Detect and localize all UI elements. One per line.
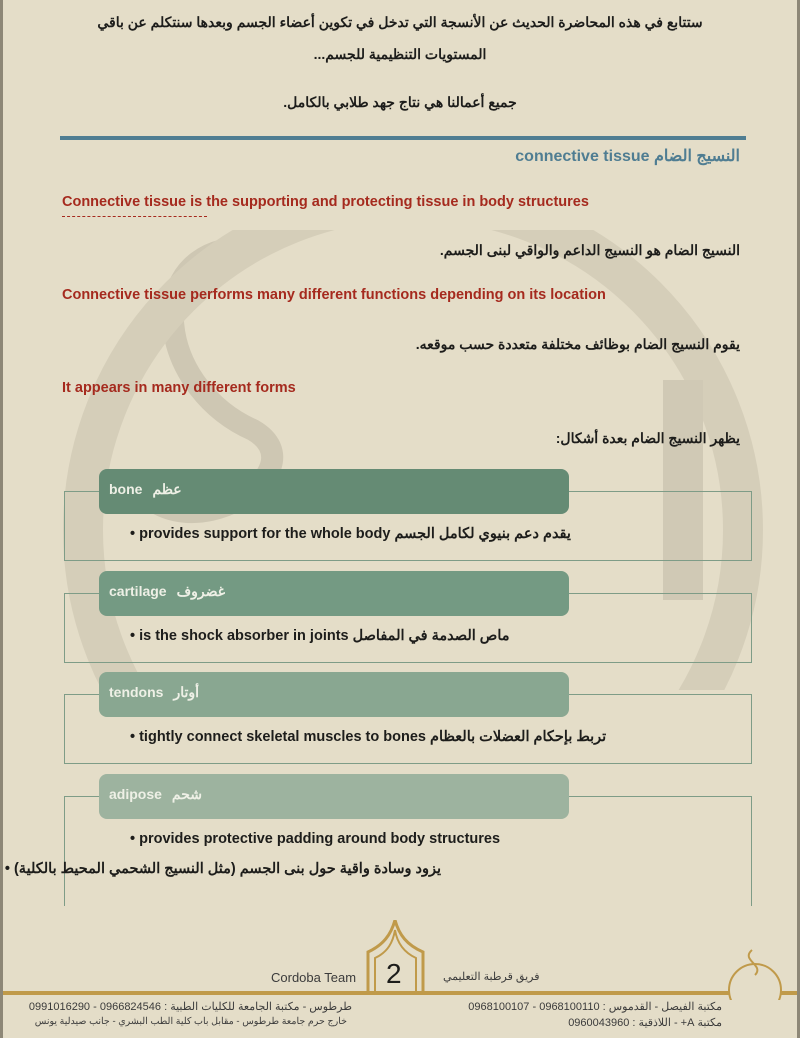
intro-line-2: المستويات التنظيمية للجسم... <box>313 46 487 62</box>
bone-item: • provides support for the whole body يقدم دعم بنيوي لكامل الجسم <box>130 526 571 542</box>
footer-right-line-2: مكتبة A+ - اللاذقية : 0960043960 <box>568 1017 722 1029</box>
header-ar: أوتار <box>173 684 200 700</box>
paragraph-ar-2: يقوم النسيج الضام بوظائف مختلفة متعددة حسب موقعه. <box>415 336 740 352</box>
header-en: cartilage <box>109 583 167 599</box>
underline <box>62 216 207 217</box>
card-header-adipose <box>99 774 569 819</box>
header-ar: شحم <box>171 786 202 802</box>
footer-left-line-2: خارج حرم جامعة طرطوس - مقابل باب كلية الطب البشري - جانب صيدلية يونس <box>34 1016 347 1027</box>
team-name-en: Cordoba Team <box>271 970 357 985</box>
card-header-cartilage <box>99 571 569 616</box>
section-title: النسيج الضام connective tissue <box>515 148 740 165</box>
footer-right-line-1: مكتبة الفيصل - القدموس : 0968100110 - 0968100107 <box>468 1001 722 1013</box>
paragraph-ar-1: النسيج الضام هو النسيج الداعم والواقي لبنى الجسم. <box>439 242 740 258</box>
tendons-item: • tightly connect skeletal muscles to bones تربط بإحكام العضلات بالعظام <box>130 729 607 745</box>
cartilage-item: • is the shock absorber in joints ماص الصدمة في المفاصل <box>130 628 510 644</box>
paragraph-en-2: Connective tissue performs many different functions depending on its location <box>62 287 606 303</box>
header-en: adipose <box>109 786 162 802</box>
adipose-item-ar: يزود وسادة واقية حول بنى الجسم (مثل النسيج الشحمي المحيط بالكلية) • <box>4 861 441 877</box>
section-divider <box>60 136 746 140</box>
header-ar: غضروف <box>176 583 226 599</box>
footer-left-line-1: طرطوس - مكتبة الجامعة للكليات الطبية : 0966824546 - 0991016290 <box>28 1001 352 1013</box>
paragraph-ar-3: يظهر النسيج الضام بعدة أشكال: <box>555 430 740 446</box>
paragraph-en-1: Connective tissue is the supporting and protecting tissue in body structures <box>62 194 589 210</box>
header-ar: عظم <box>152 481 182 497</box>
card-header-bone <box>99 469 569 514</box>
intro-line-1: ستتابع في هذه المحاضرة الحديث عن الأنسجة التي تدخل في تكوين أعضاء الجسم وبعدها سنتكلم عن باقي <box>97 14 703 30</box>
header-en: bone <box>109 481 143 497</box>
paragraph-en-3: It appears in many different forms <box>62 380 296 396</box>
adipose-item-en: • provides protective padding around body structures <box>130 831 501 847</box>
card-header-tendons <box>99 672 569 717</box>
page-number: 2 <box>386 958 402 989</box>
intro-line-3: جميع أعمالنا هي نتاج جهد طلابي بالكامل. <box>283 94 517 110</box>
header-en: tendons <box>109 684 164 700</box>
team-name-ar: فريق قرطبة التعليمي <box>443 971 540 983</box>
